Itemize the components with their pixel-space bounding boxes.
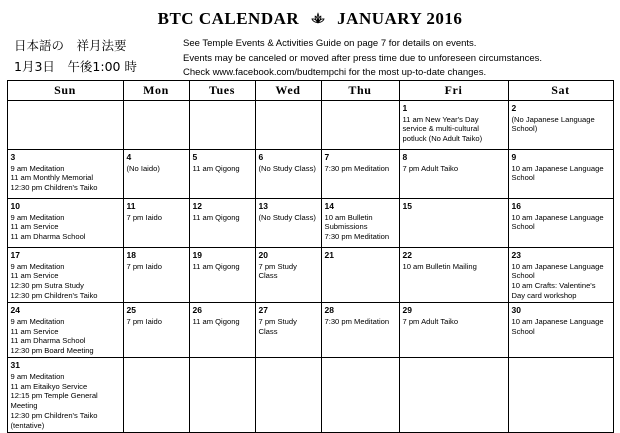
weekday-header-tues: Tues [189,81,255,101]
day-events [403,317,505,327]
note-line-3: Check www.facebook.com/budtempchi for the most up-to-date changes. [183,67,487,79]
day-number: 30 [511,305,521,316]
calendar-day-cell[interactable] [7,248,123,303]
event-item: 11 am Qigong [192,261,240,271]
day-cell-content [322,248,399,302]
event-item: 11 am Eitaikyo Service [10,381,88,391]
calendar-empty-cell [508,358,613,433]
day-number: 18 [126,250,136,260]
day-cell-content [256,101,321,149]
day-events [259,164,318,174]
day-number: 4 [126,152,132,162]
day-cell-content [322,101,399,149]
lotus-icon [309,10,327,28]
day-cell-content [400,248,508,302]
day-events [127,213,186,223]
calendar-empty-cell [123,358,189,433]
day-cell-content [509,101,613,149]
day-number: 3 [10,152,16,162]
day-events [193,317,252,327]
weekday-header-sat: Sat [508,81,613,101]
weekday-header-thu: Thu [321,81,399,101]
event-item: (No Japanese Language School) [511,114,595,134]
day-number: 20 [258,250,268,260]
day-cell-content [400,101,508,149]
day-events [127,164,186,174]
day-number: 7 [324,152,330,162]
day-number: 6 [258,152,264,162]
calendar-empty-cell [321,358,399,433]
calendar-day-cell[interactable] [399,150,508,199]
calendar-day-cell[interactable] [255,303,321,358]
day-number: 8 [402,152,408,162]
day-cell-content [190,303,255,357]
note-line-1: See Temple Events & Activities Guide on page 7 for details on events. [183,38,477,49]
day-number: 16 [511,201,521,211]
calendar-empty-cell [7,101,123,150]
event-item: 11 am Dharma School [10,336,86,346]
day-number: 21 [324,250,334,260]
day-cell-content [509,358,613,432]
calendar-day-cell[interactable] [7,199,123,248]
event-item: 10 am Crafts: Valentine's Day card workshop [511,281,596,301]
event-item: 12:30 pm Children's Taiko (tentative) [10,411,98,431]
event-item: 10 am Japanese Language School [511,261,604,281]
event-item: 7 pm Study Class [258,261,297,281]
calendar-day-cell[interactable] [321,303,399,358]
day-cell-content [124,101,189,149]
event-item: 11 am Monthly Memorial [10,173,94,183]
day-cell-content [400,150,508,198]
calendar-week-row [7,358,613,433]
calendar-day-cell[interactable] [255,199,321,248]
day-cell-content [509,248,613,302]
day-events [259,213,318,223]
day-events [512,115,610,135]
event-item: 12:30 pm Children's Taiko [10,183,98,193]
day-events [11,372,120,431]
day-events [403,262,505,272]
day-cell-content [400,358,508,432]
event-item: 10 am Japanese Language School [511,163,604,183]
event-item: 7 pm Adult Taiko [402,163,459,173]
calendar-day-cell[interactable] [399,101,508,150]
event-item: 7:30 pm Meditation [324,163,390,173]
day-cell-content [124,150,189,198]
event-item: 7:30 pm Meditation [324,232,390,242]
calendar-day-cell[interactable] [123,248,189,303]
day-cell-content [8,303,123,357]
day-events [512,317,610,337]
calendar-body [7,101,613,433]
day-cell-content [256,358,321,432]
day-events [512,213,610,233]
calendar-day-cell[interactable] [508,199,613,248]
calendar-grid [7,80,614,433]
calendar-day-cell[interactable] [508,303,613,358]
calendar-day-cell[interactable] [189,248,255,303]
calendar-empty-cell [255,358,321,433]
event-item: 10 am Japanese Language School [511,316,604,336]
day-events [403,164,505,174]
day-events [193,262,252,272]
day-cell-content [322,303,399,357]
day-events [11,213,120,243]
day-cell-content [322,358,399,432]
event-item: (No Iaido) [126,163,160,173]
page-header [0,0,620,30]
event-item: 11 am Qigong [192,212,240,222]
event-item: (No Study Class) [258,212,316,222]
day-events [512,262,610,301]
day-number: 27 [258,305,268,316]
weekday-header-mon: Mon [123,81,189,101]
calendar-day-cell[interactable] [508,101,613,150]
calendar-day-cell[interactable] [189,303,255,358]
day-cell-content [190,248,255,302]
page-title-right: JANUARY 2016 [337,9,463,28]
calendar-day-cell[interactable] [7,150,123,199]
day-cell-content [190,358,255,432]
event-item: (No Study Class) [258,163,316,173]
calendar-empty-cell [189,101,255,150]
calendar-empty-cell [255,101,321,150]
day-number: 24 [10,305,20,316]
calendar-day-cell[interactable] [7,358,123,433]
day-events [259,317,318,337]
calendar-day-cell[interactable] [508,248,613,303]
day-number: 15 [402,201,412,211]
day-events [193,164,252,174]
calendar-week-row [7,248,613,303]
day-cell-content [8,150,123,198]
calendar-week-row [7,150,613,199]
calendar-day-cell[interactable] [399,303,508,358]
day-cell-content [124,358,189,432]
day-number: 9 [511,152,517,162]
calendar-week-row [7,199,613,248]
event-item: 12:30 pm Sutra Study [10,281,84,291]
day-cell-content [400,199,508,247]
event-item: 9 am Meditation [10,316,65,326]
day-events [193,213,252,223]
event-item: 7:30 pm Meditation [324,316,390,326]
day-number: 31 [10,360,20,371]
calendar-day-cell[interactable] [399,248,508,303]
day-cell-content [124,199,189,247]
event-item: 10 am Bulletin Mailing [402,261,477,271]
calendar-day-cell[interactable] [399,199,508,248]
day-number: 17 [10,250,20,260]
day-events [325,164,396,174]
day-number: 26 [192,305,202,316]
day-events [11,262,120,301]
event-item: 7 pm Adult Taiko [402,316,459,326]
calendar-day-cell[interactable] [123,150,189,199]
weekday-header-row [7,81,613,101]
event-item: 7 pm Iaido [126,212,162,222]
calendar-notes [183,36,614,81]
day-cell-content [400,303,508,357]
calendar-empty-cell [123,101,189,150]
day-events [259,262,318,282]
calendar-day-cell[interactable] [189,199,255,248]
day-cell-content [124,248,189,302]
day-cell-content [124,303,189,357]
subheader [0,30,620,78]
day-cell-content [322,150,399,198]
day-cell-content [190,101,255,149]
day-cell-content [190,199,255,247]
day-cell-content [8,358,123,432]
event-item: 9 am Meditation [10,212,65,222]
day-cell-content [509,199,613,247]
japanese-line-2: 1月3日 午後1:00 時 [14,58,137,74]
day-cell-content [8,101,123,149]
note-line-2: Events may be canceled or moved after press time due to unforeseen circumstances. [183,52,543,64]
day-number: 1 [402,103,408,113]
day-number: 5 [192,152,198,162]
day-events [127,317,186,327]
day-number: 19 [192,250,202,260]
japanese-service-notice [8,36,183,77]
day-cell-content [256,248,321,302]
event-item: 11 am Qigong [192,316,240,326]
day-number: 28 [324,305,334,316]
day-cell-content [509,303,613,357]
event-item: 11 am Service [10,222,59,232]
event-item: 11 am Dharma School [10,232,86,242]
day-events [403,115,505,145]
day-number: 12 [192,201,202,211]
day-number: 11 [126,201,136,211]
day-cell-content [509,150,613,198]
event-item: 7 pm Iaido [126,261,162,271]
event-item: 10 am Japanese Language School [511,212,604,232]
event-item: 10 am Bulletin Submissions [324,212,373,232]
calendar-empty-cell [399,358,508,433]
weekday-header-sun: Sun [7,81,123,101]
day-cell-content [256,199,321,247]
event-item: 11 am New Year's Day service & multi-cultural potluck (No Adult Taiko) [402,114,483,144]
day-events [325,213,396,243]
day-events [127,262,186,272]
event-item: 9 am Meditation [10,163,65,173]
calendar-day-cell[interactable] [189,150,255,199]
event-item: 9 am Meditation [10,261,65,271]
japanese-line-1: 日本語の 祥月法要 [14,38,127,53]
event-item: 12:30 pm Children's Taiko [10,291,98,301]
calendar-day-cell[interactable] [321,150,399,199]
day-cell-content [8,199,123,247]
event-item: 11 am Service [10,326,59,336]
day-events [512,164,610,184]
day-cell-content [8,248,123,302]
calendar-empty-cell [321,101,399,150]
day-cell-content [190,150,255,198]
event-item: 11 am Qigong [192,163,240,173]
day-cell-content [322,199,399,247]
day-number: 25 [126,305,136,316]
calendar-day-cell[interactable] [321,199,399,248]
day-number: 22 [402,250,412,260]
event-item: 11 am Service [10,271,59,281]
day-number: 2 [511,103,517,113]
day-number: 29 [402,305,412,316]
day-number: 10 [10,201,20,211]
event-item: 7 pm Iaido [126,316,162,326]
day-events [11,164,120,194]
day-events [11,317,120,356]
calendar-empty-cell [189,358,255,433]
calendar-week-row [7,101,613,150]
calendar-week-row [7,303,613,358]
calendar-day-cell[interactable] [508,150,613,199]
day-cell-content [256,150,321,198]
calendar-day-cell[interactable] [123,303,189,358]
calendar-day-cell[interactable] [7,303,123,358]
calendar-day-cell[interactable] [255,150,321,199]
event-item: 9 am Meditation [10,371,65,381]
event-item: 12:30 pm Board Meeting [10,346,94,356]
event-item: 12:15 pm Temple General Meeting [10,391,98,411]
calendar-day-cell[interactable] [123,199,189,248]
weekday-header-wed: Wed [255,81,321,101]
event-item: 7 pm Study Class [258,316,297,336]
day-number: 13 [258,201,268,211]
day-cell-content [256,303,321,357]
day-number: 23 [511,250,521,260]
day-events [325,317,396,327]
page-title-left: BTC CALENDAR [157,9,300,28]
weekday-header-fri: Fri [399,81,508,101]
day-number: 14 [324,201,334,211]
calendar-day-cell[interactable] [255,248,321,303]
calendar-day-cell[interactable] [321,248,399,303]
